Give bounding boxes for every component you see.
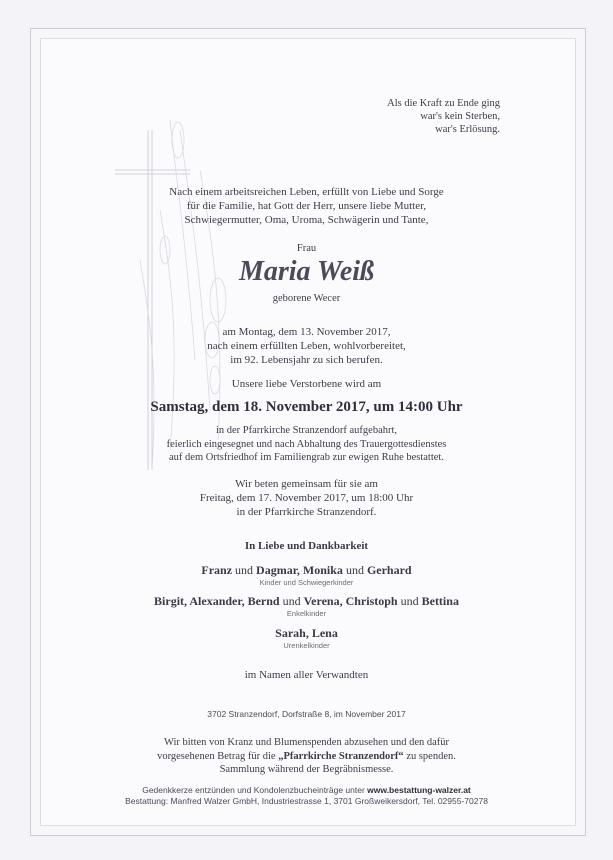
donation-line-1: Wir bitten von Kranz und Blumenspenden abzusehen und den dafür: [163, 737, 450, 748]
child-name-1: Franz: [201, 563, 233, 577]
grandchild-name-3: Bettina: [421, 594, 459, 608]
website-link[interactable]: www.bestattung-walzer.at: [367, 785, 471, 795]
prayer-line-2: Freitag, dem 17. November 2017, um 18:00 Uhr: [199, 492, 414, 504]
connector-4: und: [397, 594, 422, 608]
grandchild-name-2: Verena, Christoph: [303, 594, 398, 608]
death-line-1: am Montag, dem 13. November 2017,: [222, 326, 391, 338]
children-label: Kinder und Schwiegerkinder: [259, 578, 354, 587]
quote-line-1: Als die Kraft zu Ende ging: [387, 98, 500, 109]
prayer-info: [0, 477, 613, 519]
place-date: 3702 Stranzendorf, Dorfstraße 8, im November 2017: [207, 709, 406, 719]
great-grandchild-names: Sarah, Lena: [275, 626, 338, 640]
connector-1: und: [232, 563, 257, 577]
death-line-2: nach einem erfüllten Leben, wohlvorbereitet,: [207, 340, 406, 352]
announcement: Unsere liebe Verstorbene wird am: [231, 378, 382, 390]
connector-2: und: [342, 563, 367, 577]
intro-text: [0, 185, 613, 227]
quote-line-3: war's Erlösung.: [435, 124, 500, 135]
intro-line-1: Nach einem arbeitsreichen Leben, erfüllt von Liebe und Sorge: [169, 186, 444, 198]
quote-line-2: war's kein Sterben,: [420, 111, 500, 122]
deceased-name: Maria Weiß: [238, 256, 375, 287]
funeral-info: [0, 424, 613, 465]
birth-name: geborene Wecer: [272, 293, 341, 304]
great-grandchildren-label: Urenkelkinder: [283, 641, 330, 650]
intro-line-2: für die Familie, hat Gott der Herr, unsere liebe Mutter,: [186, 200, 427, 212]
funeral-line-2: feierlich eingesegnet und nach Abhaltung des Trauergottesdienstes: [166, 438, 447, 450]
donation-text: [0, 736, 613, 777]
death-line-3: im 92. Lebensjahr zu sich berufen.: [230, 354, 383, 366]
donation-recipient: „Pfarrkirche Stranzendorf“: [278, 750, 404, 762]
funeral-date: Samstag, dem 18. November 2017, um 14:00 Uhr: [150, 399, 463, 415]
donation-line-2-post: zu spenden.: [403, 750, 456, 762]
great-grandchildren-names: [0, 626, 613, 640]
footer-line-1: [0, 785, 613, 796]
connector-3: und: [279, 594, 304, 608]
title-prefix: Frau: [296, 243, 317, 254]
donation-line-2: [0, 750, 613, 764]
grandchildren-label: Enkelkinder: [286, 609, 327, 618]
prayer-line-3: in der Pfarrkirche Stranzendorf.: [236, 506, 377, 518]
prayer-line-1: Wir beten gemeinsam für sie am: [235, 478, 378, 490]
relatives-line: im Namen aller Verwandten: [244, 669, 369, 681]
intro-line-3: Schwiegermutter, Oma, Uroma, Schwägerin und Tante,: [184, 214, 429, 226]
love-heading: In Liebe und Dankbarkeit: [244, 540, 369, 552]
child-name-2: Dagmar, Monika: [256, 563, 343, 577]
funeral-line-3: auf dem Ortsfriedhof im Familiengrab zur ewigen Ruhe bestattet.: [169, 452, 444, 463]
donation-line-3: Sammlung während der Begräbnismesse.: [219, 764, 394, 775]
child-name-3: Gerhard: [366, 563, 412, 577]
footer-line-2: Bestattung: Manfred Walzer GmbH, Industriestrasse 1, 3701 Großweikersdorf, Tel. 02955-70278: [125, 796, 488, 806]
grandchildren-names: [0, 594, 613, 608]
donation-line-2-pre: vorgesehenen Betrag für die: [157, 750, 279, 762]
quote: [300, 97, 500, 136]
grandchild-name-1: Birgit, Alexander, Bernd: [154, 594, 280, 608]
footer: [0, 785, 613, 807]
death-info: [0, 325, 613, 367]
funeral-line-1: in der Pfarrkirche Stranzendorf aufgebahrt,: [215, 425, 398, 436]
children-names: [0, 563, 613, 577]
footer-line-1-text: Gedenkkerze entzünden und Kondolenzbucheinträge unter: [142, 785, 368, 795]
